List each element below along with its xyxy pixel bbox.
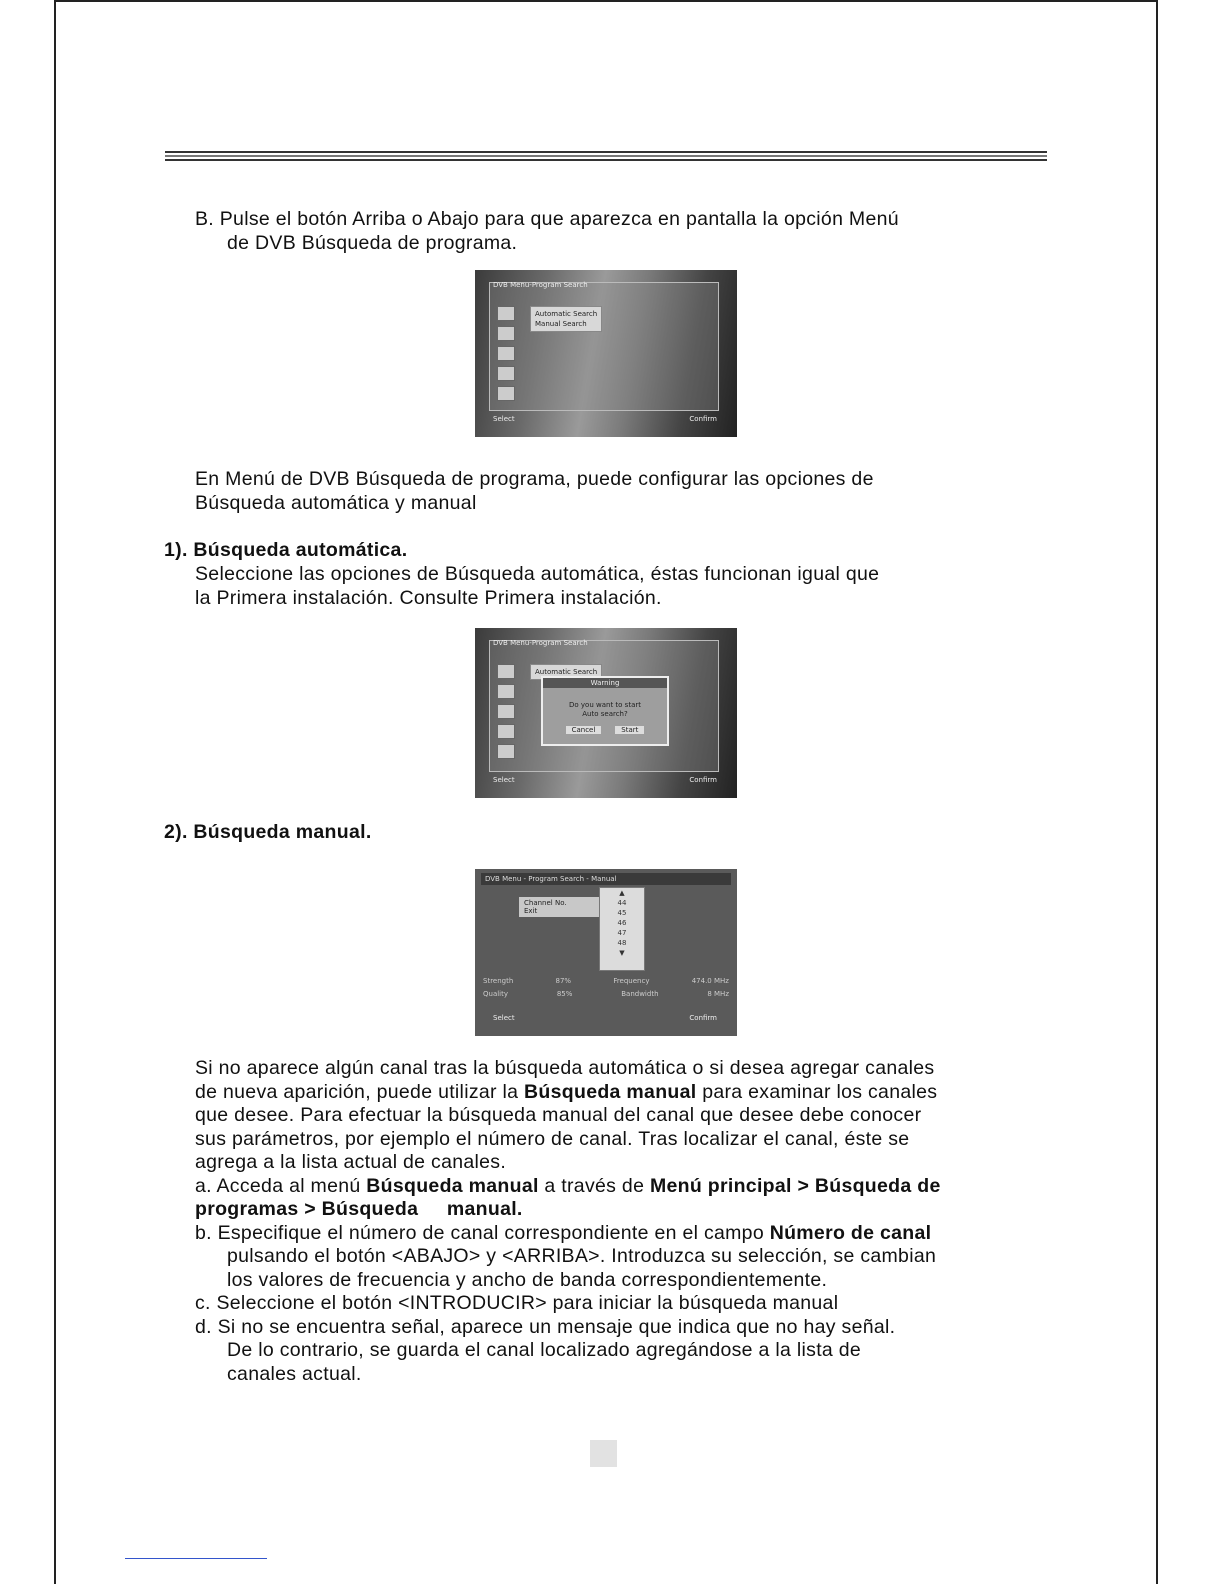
body-line: Si no aparece algún canal tras la búsqueda automática o si desea agregar canales: [195, 1057, 935, 1079]
dialog-start-button: Start: [615, 726, 644, 734]
osd-screenshot-auto-search-dialog: [475, 628, 737, 798]
osd-warning-dialog: [541, 676, 669, 746]
osd-screenshot-search-menu: [475, 270, 737, 437]
body-line: agrega a la lista actual de canales.: [195, 1151, 507, 1173]
dialog-message-line1: Do you want to start: [569, 701, 641, 709]
chevron-down-icon: ▼: [619, 949, 625, 957]
osd-screenshot-manual-search: [475, 869, 737, 1036]
settings-icon: [497, 326, 515, 341]
signal-info: [483, 975, 729, 1001]
osd-title: DVB Menu-Program Search: [493, 281, 588, 289]
menu-item-exit: Exit: [524, 907, 538, 915]
menu-item-manual-search: Manual Search: [535, 320, 587, 328]
body-line: que desee. Para efectuar la búsqueda manual del canal que desee debe conocer: [195, 1104, 922, 1126]
exit-icon: [497, 386, 515, 401]
strength-value: 87%: [555, 977, 572, 985]
tv-icon: [497, 704, 515, 719]
channel-item: 47: [617, 929, 627, 937]
osd-footer-confirm: Confirm: [689, 1014, 717, 1022]
osd-footer: [493, 415, 717, 423]
bandwidth-value: 8 MHz: [707, 990, 729, 998]
intro-line2: Búsqueda automática y manual: [195, 491, 477, 514]
osd-menu: [530, 306, 602, 332]
intro-line1: En Menú de DVB Búsqueda de programa, puede configurar las opciones de: [195, 468, 874, 490]
step-a: a. Acceda al menú Búsqueda manual a través de Menú principal > Búsqueda de: [195, 1174, 941, 1197]
tools-icon: [497, 724, 515, 739]
chevron-up-icon: ▲: [619, 889, 625, 897]
footer-line: [125, 1558, 267, 1559]
step-b-text: [195, 208, 899, 255]
step-d: d. Si no se encuentra señal, aparece un mensaje que indica que no hay señal.: [195, 1315, 896, 1338]
quality-label: Quality: [483, 990, 509, 998]
osd-menu: [519, 897, 601, 917]
body-line: de nueva aparición, puede utilizar la Búsqueda manual para examinar los canales: [195, 1080, 938, 1103]
step-d-cont: De lo contrario, se guarda el canal localizado agregándose a la lista de: [227, 1339, 862, 1361]
section1-line2: la Primera instalación. Consulte Primera instalación.: [195, 586, 662, 609]
channel-list: [599, 887, 645, 971]
section1-line1: Seleccione las opciones de Búsqueda automática, éstas funcionan igual que: [195, 563, 880, 585]
search-icon: [497, 664, 515, 679]
frequency-label: Frequency: [613, 977, 650, 985]
menu-item-automatic-search: Automatic Search: [535, 668, 598, 676]
step-a-cont: programas > Búsqueda manual.: [195, 1198, 523, 1220]
channel-item: 48: [617, 939, 627, 947]
section-heading-manual-search: 2). Búsqueda manual.: [164, 821, 372, 843]
settings-icon: [497, 684, 515, 699]
channel-item: 45: [617, 909, 627, 917]
channel-item: 44: [617, 899, 627, 907]
manual-search-body: [195, 1057, 941, 1386]
osd-footer: [493, 1014, 717, 1022]
bandwidth-label: Bandwidth: [621, 990, 659, 998]
search-icon: [497, 306, 515, 321]
osd-footer: [493, 776, 717, 784]
step-b-line2: de DVB Búsqueda de programa.: [227, 231, 518, 254]
menu-item-automatic-search: Automatic Search: [535, 310, 598, 318]
exit-icon: [497, 744, 515, 759]
body-line: sus parámetros, por ejemplo el número de canal. Tras localizar el canal, éste se: [195, 1127, 910, 1150]
osd-footer-select: Select: [493, 1014, 515, 1022]
channel-item: 46: [617, 919, 627, 927]
step-c: c. Seleccione el botón <INTRODUCIR> para iniciar la búsqueda manual: [195, 1292, 839, 1314]
section-heading-auto-search: 1). Búsqueda automática.: [164, 539, 408, 561]
tv-icon: [497, 346, 515, 361]
frequency-value: 474.0 MHz: [691, 977, 729, 985]
section1-text: [195, 563, 879, 610]
osd-title: DVB Menu-Program Search: [493, 639, 588, 647]
osd-footer-select: Select: [493, 415, 515, 423]
dialog-message-line2: Auto search?: [582, 710, 628, 718]
quality-value: 85%: [556, 990, 573, 998]
osd-side-icons: [497, 664, 517, 764]
intro-text: [195, 468, 874, 515]
header-rule: [165, 151, 1047, 161]
osd-title: DVB Menu - Program Search - Manual: [481, 873, 731, 885]
step-d-cont: canales actual.: [227, 1362, 362, 1385]
step-b-line1: B. Pulse el botón Arriba o Abajo para que aparezca en pantalla la opción Menú: [195, 208, 899, 230]
tools-icon: [497, 366, 515, 381]
strength-label: Strength: [483, 977, 514, 985]
page-number-box: [590, 1440, 617, 1467]
step-b-cont: pulsando el botón <ABAJO> y <ARRIBA>. Introduzca su selección, se cambian: [227, 1245, 937, 1267]
dialog-cancel-button: Cancel: [566, 726, 602, 734]
osd-footer-confirm: Confirm: [689, 776, 717, 784]
menu-item-channel-no: Channel No.: [524, 899, 567, 907]
osd-footer-select: Select: [493, 776, 515, 784]
osd-side-icons: [497, 306, 517, 406]
step-b-cont: los valores de frecuencia y ancho de banda correspondientemente.: [227, 1268, 828, 1291]
dialog-title: Warning: [543, 678, 667, 688]
step-b: b. Especifique el número de canal correspondiente en el campo Número de canal: [195, 1221, 932, 1244]
osd-footer-confirm: Confirm: [689, 415, 717, 423]
